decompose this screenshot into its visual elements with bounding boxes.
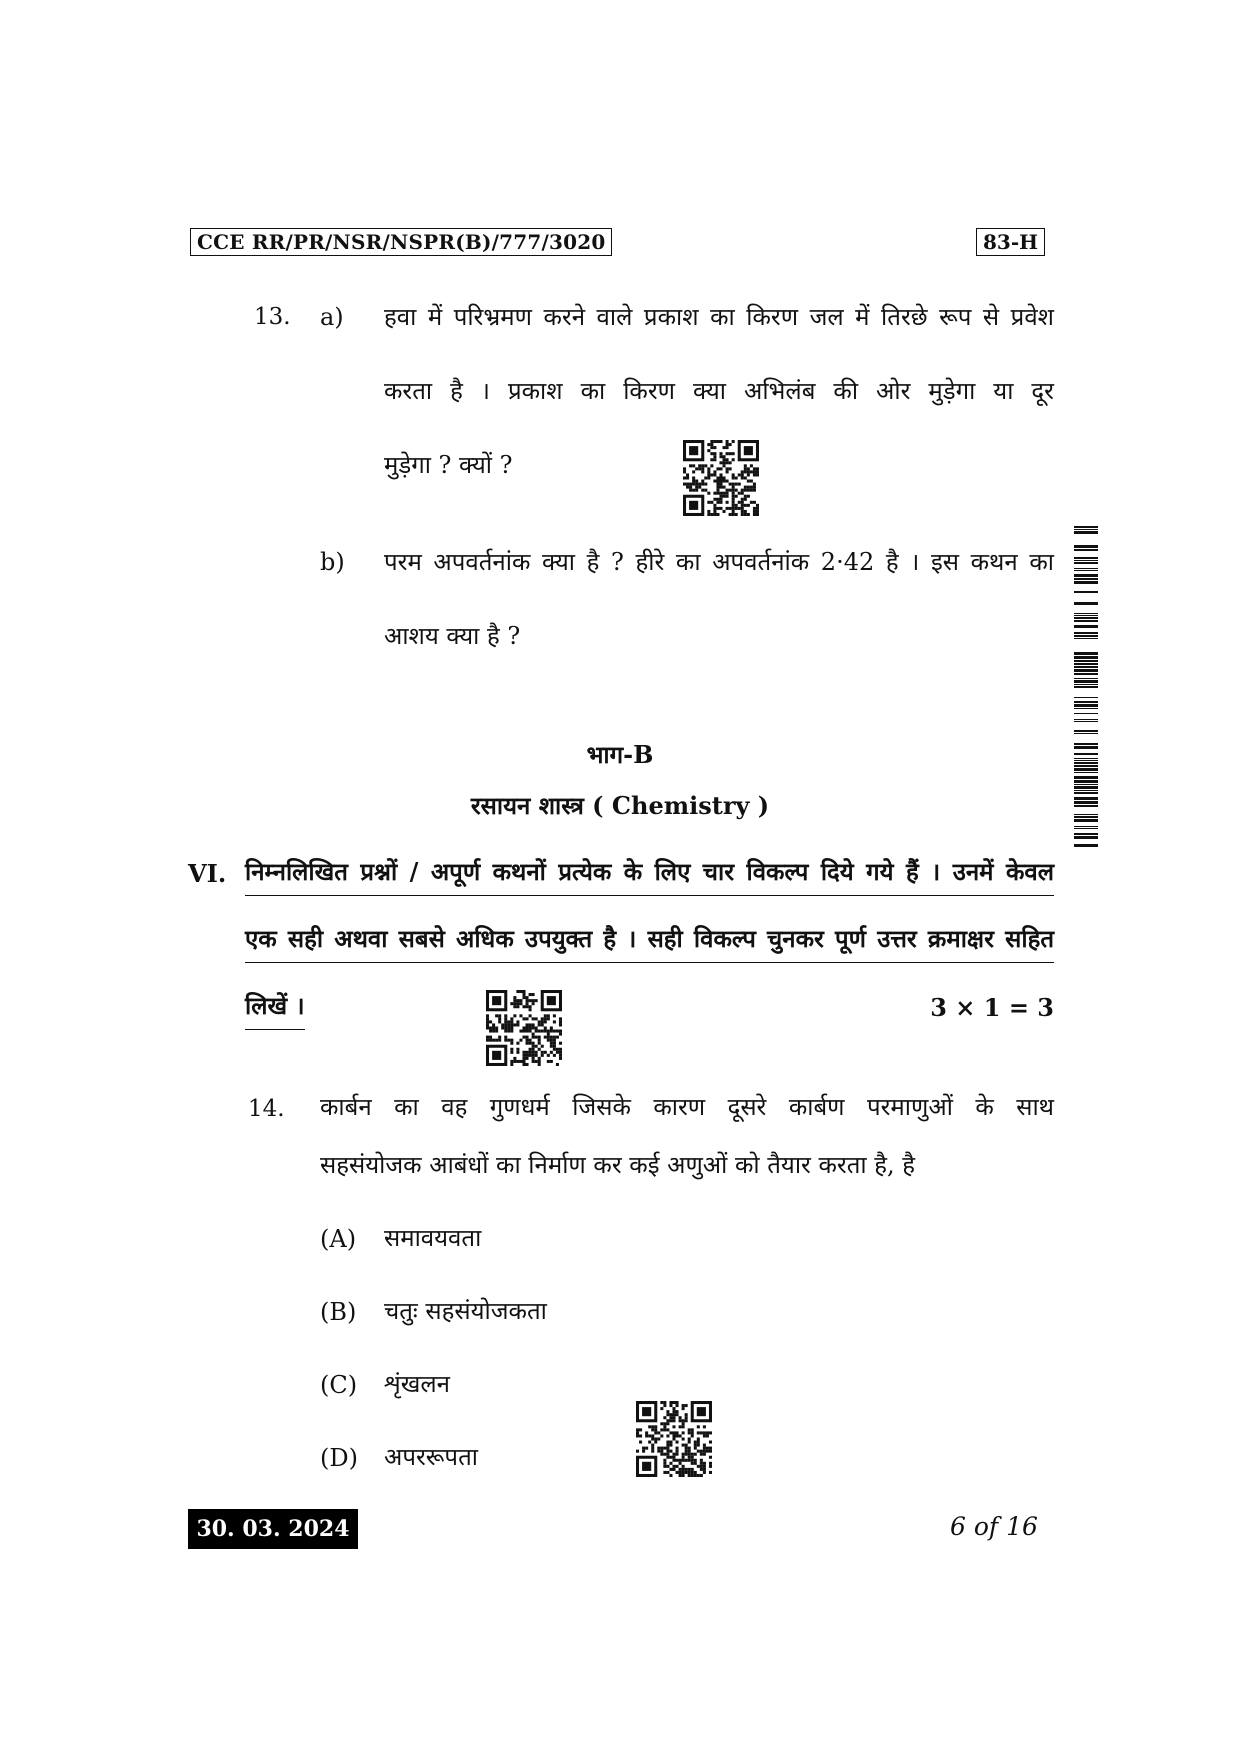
option-b-text: चतुः सहसंयोजकता (384, 1297, 547, 1325)
section-vi-line2: एक सही अथवा सबसे अधिक उपयुक्त है । सही विकल्प चुनकर पूर्ण उत्तर क्रमाक्षर सहित (245, 922, 1054, 963)
option-c-label: (C) (320, 1371, 358, 1399)
question-13a-line3: मुड़ेगा ? क्यों ? (384, 451, 513, 479)
question-13-number: 13. (254, 304, 291, 330)
option-d-label: (D) (320, 1444, 358, 1472)
option-b-label: (B) (320, 1298, 357, 1326)
question-13b-label: b) (320, 548, 345, 576)
part-heading: भाग-B (586, 740, 654, 769)
question-13a-label: a) (320, 303, 344, 331)
option-c-text: शृंखलन (384, 1370, 450, 1398)
option-d-text: अपररूपता (384, 1443, 478, 1471)
paper-code: 83-H (976, 228, 1045, 256)
exam-date: 30. 03. 2024 (188, 1509, 358, 1549)
qr-code-icon (636, 1401, 712, 1477)
question-13a-line2: करता है । प्रकाश का किरण क्या अभिलंब की ओर मुड़ेगा या दूर (384, 377, 1054, 405)
qr-code-icon (486, 990, 562, 1066)
subject-heading: रसायन शास्त्र ( Chemistry ) (470, 791, 770, 820)
question-14-line1: कार्बन का वह गुणधर्म जिसके कारण दूसरे कार्बण परमाणुओं के साथ (320, 1093, 1054, 1121)
question-13b-line1: परम अपवर्तनांक क्या है ? हीरे का अपवर्तनांक 2·42 है । इस कथन का (384, 548, 1054, 576)
qr-code-icon (683, 440, 759, 516)
option-a-text: समावयवता (384, 1224, 482, 1252)
section-vi-line1: निम्नलिखित प्रश्नों / अपूर्ण कथनों प्रत्येक के लिए चार विकल्प दिये गये हैं । उनमें केवल (245, 855, 1054, 896)
question-13a-line1: हवा में परिभ्रमण करने वाले प्रकाश का किरण जल में तिरछे रूप से प्रवेश (384, 303, 1054, 331)
option-a-label: (A) (320, 1225, 357, 1253)
section-vi-line3 (245, 989, 305, 1030)
question-14-number: 14. (248, 1096, 285, 1122)
section-vi-marks: 3 × 1 = 3 (930, 993, 1054, 1022)
section-vi-number: VI. (188, 859, 227, 888)
section-vi-line3-text: लिखें । (245, 989, 305, 1030)
exam-code: CCE RR/PR/NSR/NSPR(B)/777/3020 (190, 228, 612, 256)
question-13b-line2: आशय क्या है ? (384, 622, 521, 650)
page-number: 6 of 16 (950, 1512, 1038, 1541)
question-14-line2: सहसंयोजक आबंधों का निर्माण कर कई अणुओं को तैयार करता है, है (320, 1151, 916, 1179)
